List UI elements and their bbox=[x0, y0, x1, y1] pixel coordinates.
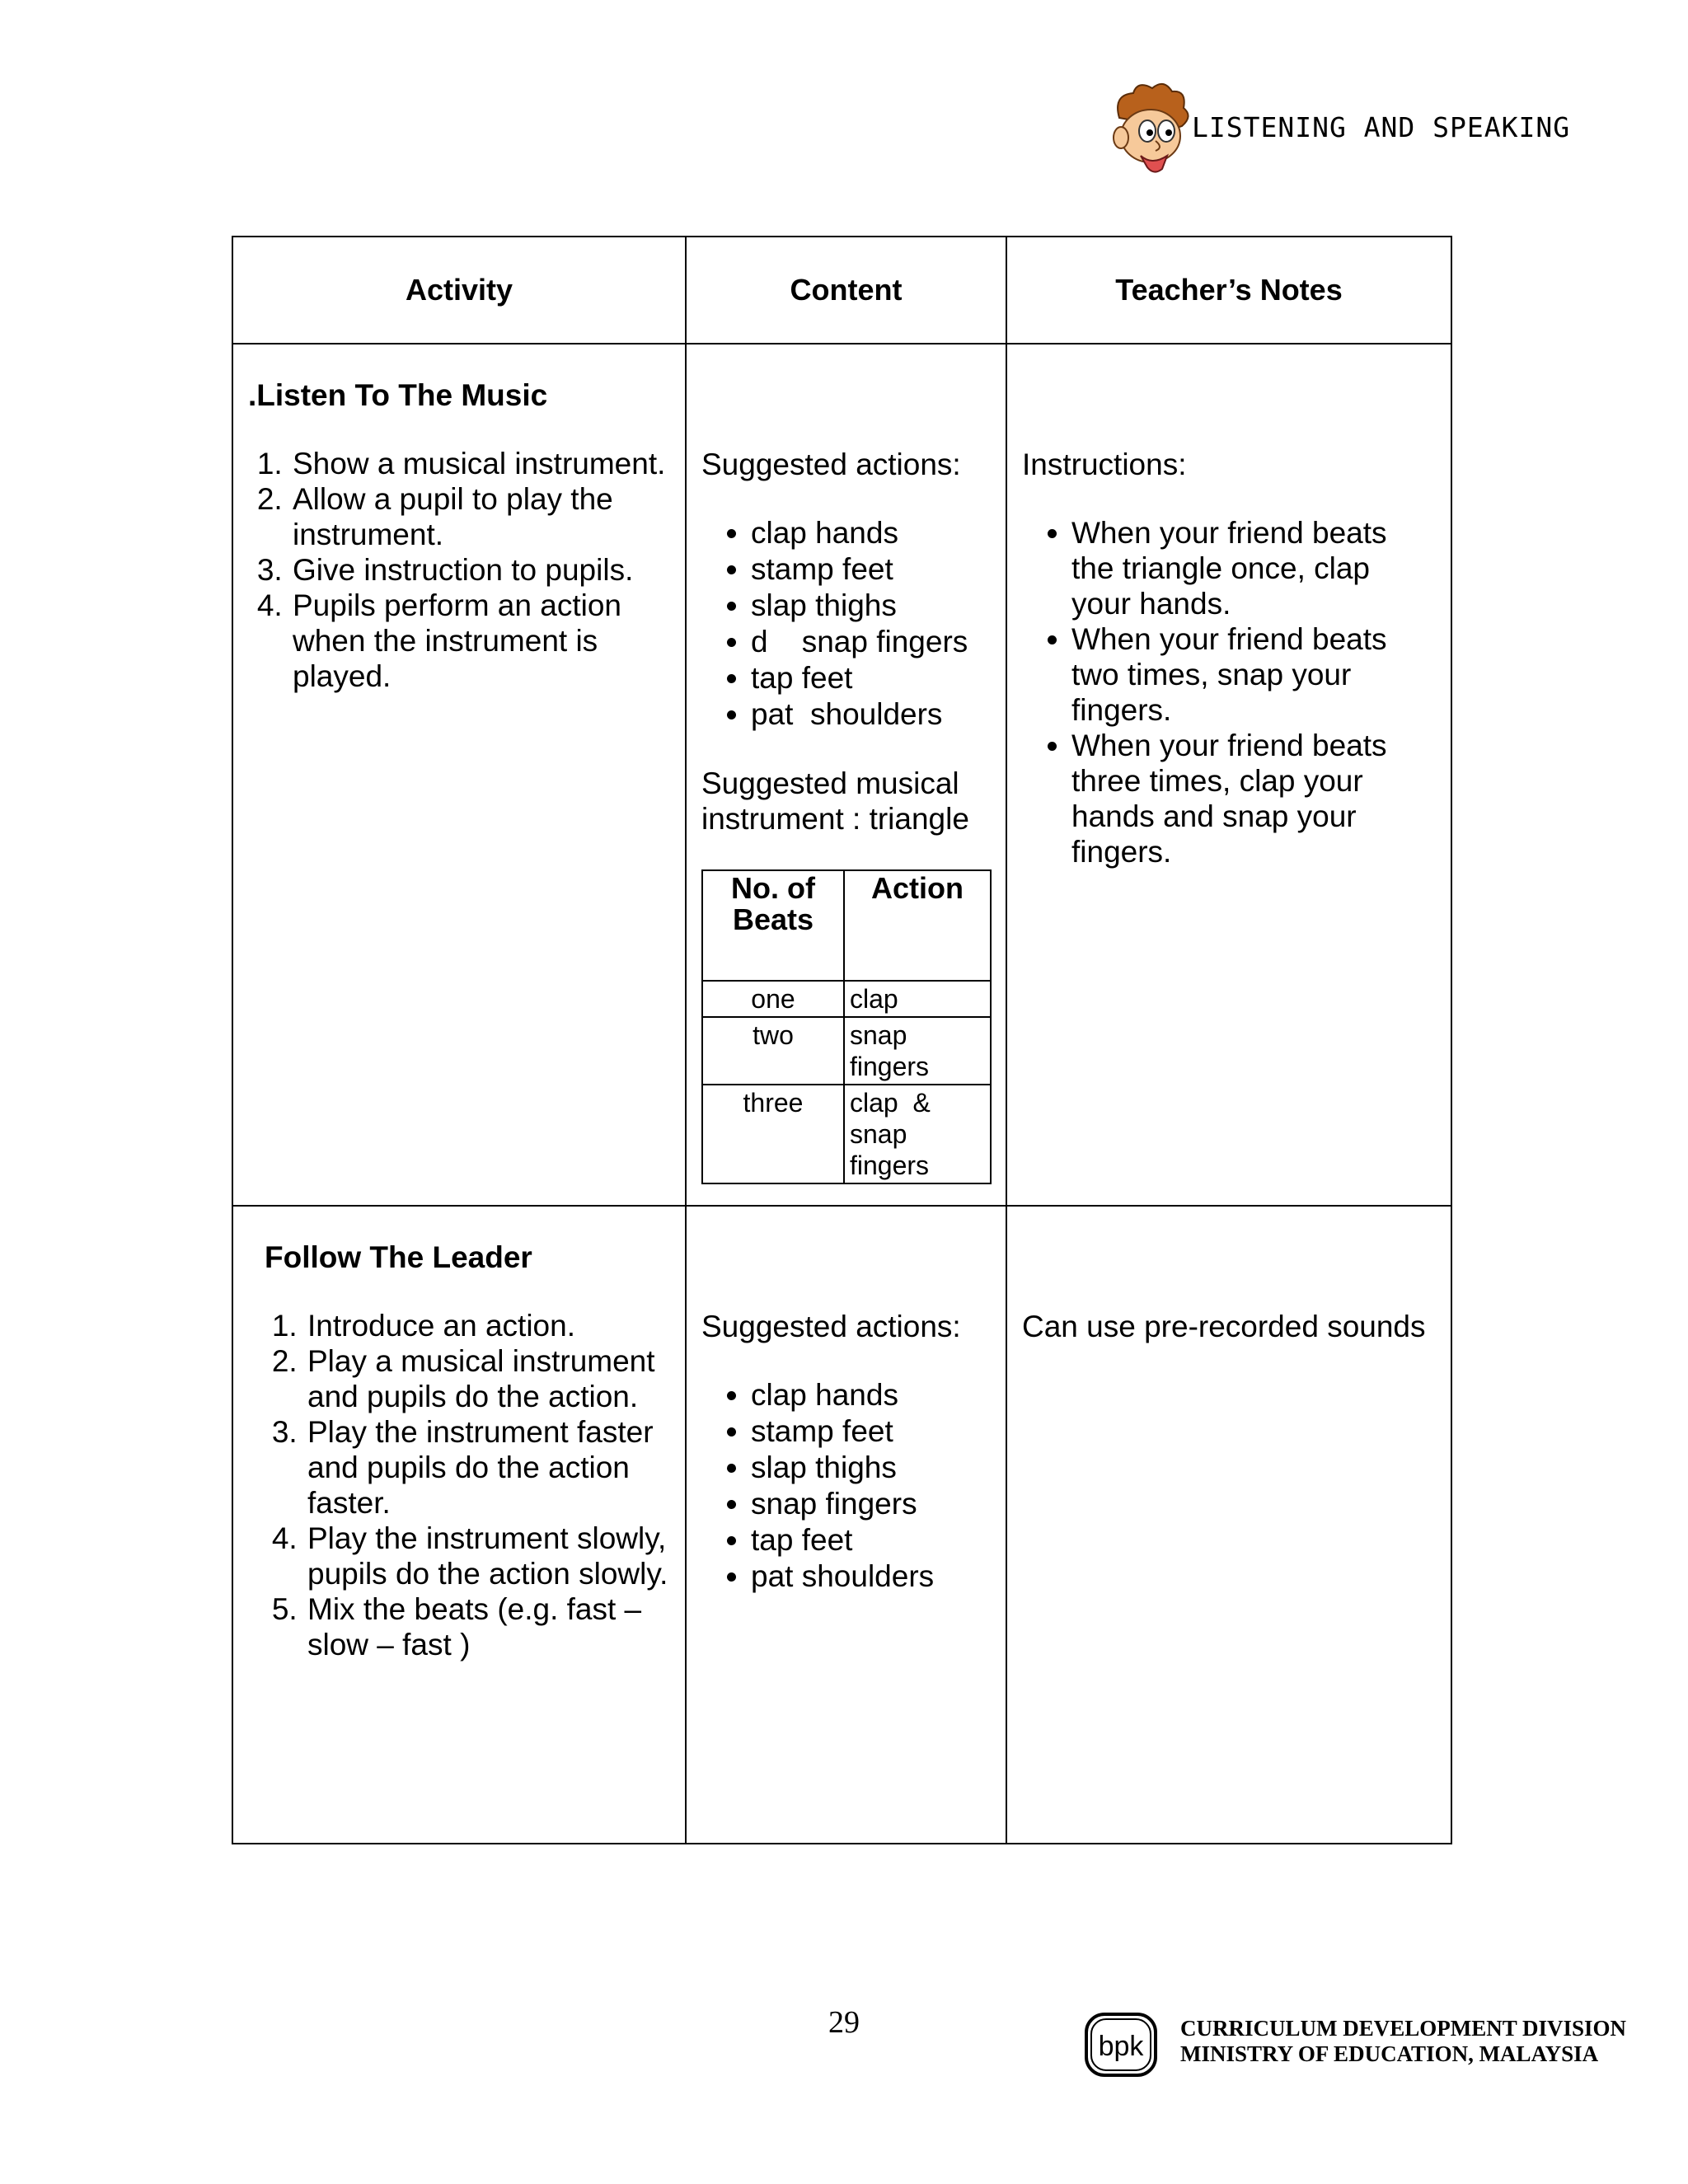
list-item: • stamp feet bbox=[751, 1413, 991, 1450]
page-number: 29 bbox=[828, 2005, 860, 2040]
logo-text: bpk bbox=[1098, 2031, 1144, 2062]
beats-count: one bbox=[702, 981, 844, 1017]
lesson-table bbox=[232, 236, 1452, 1844]
list-item: 2. Play a musical instrument and pupils do the action. bbox=[306, 1343, 670, 1414]
list-item: • When your friend beats the triangle once, clap your hands. bbox=[1071, 515, 1436, 621]
notes-cell bbox=[1006, 1206, 1451, 1844]
list-item: 4. Pupils perform an action when the instrument is played. bbox=[291, 588, 670, 694]
list-item: • stamp feet bbox=[751, 551, 991, 588]
beats-count: two bbox=[702, 1017, 844, 1085]
notes-cell bbox=[1006, 344, 1451, 1206]
suggested-actions-list bbox=[701, 1377, 991, 1595]
beats-header-action: Action bbox=[844, 870, 991, 981]
list-item: • tap feet bbox=[751, 1522, 991, 1558]
beats-table bbox=[701, 869, 992, 1184]
list-item: 3. Give instruction to pupils. bbox=[291, 552, 670, 588]
list-item: • snap fingers bbox=[751, 1486, 991, 1522]
cartoon-boy-face-icon bbox=[1104, 78, 1195, 177]
list-item: • slap thighs bbox=[751, 588, 991, 624]
instrument-text: Suggested musical instrument : triangle bbox=[701, 766, 969, 836]
content-cell bbox=[686, 344, 1006, 1206]
org-line-2: MINISTRY OF EDUCATION, MALAYSIA bbox=[1180, 2041, 1599, 2066]
list-item: 3. Play the instrument faster and pupils do the action faster. bbox=[306, 1414, 670, 1521]
activity-steps bbox=[248, 446, 670, 694]
list-item: • When your friend beats two times, snap your fingers. bbox=[1071, 621, 1436, 728]
activity-title: Follow The Leader bbox=[265, 1240, 532, 1274]
list-item: • slap thighs bbox=[751, 1450, 991, 1486]
list-item: • clap hands bbox=[751, 1377, 991, 1413]
organization-block bbox=[1180, 2016, 1626, 2067]
content-heading: Suggested actions: bbox=[701, 1310, 961, 1343]
activity-title: .Listen To The Music bbox=[248, 378, 548, 412]
beats-action: clap & snap fingers bbox=[844, 1085, 991, 1183]
beats-count: three bbox=[702, 1085, 844, 1183]
beats-header-row bbox=[702, 870, 991, 981]
list-item: • When your friend beats three times, clap your hands and snap your fingers. bbox=[1071, 728, 1436, 869]
table-row bbox=[702, 1017, 991, 1085]
list-item: 1. Introduce an action. bbox=[306, 1308, 670, 1343]
content-cell bbox=[686, 1206, 1006, 1844]
list-item: 5. Mix the beats (e.g. fast – slow – fast ) bbox=[306, 1591, 670, 1662]
table-row bbox=[232, 1206, 1451, 1844]
beats-action: clap bbox=[844, 981, 991, 1017]
activity-cell bbox=[232, 344, 686, 1206]
table-row bbox=[232, 344, 1451, 1206]
column-header-content: Content bbox=[686, 237, 1006, 344]
list-item: 1. Show a musical instrument. bbox=[291, 446, 670, 481]
list-item: • tap feet bbox=[751, 660, 991, 696]
suggested-actions-list bbox=[701, 515, 991, 733]
notes-heading: Instructions: bbox=[1022, 448, 1187, 481]
table-header-row bbox=[232, 237, 1451, 344]
column-header-teachers-notes: Teacher’s Notes bbox=[1006, 237, 1451, 344]
section-title: LISTENING AND SPEAKING bbox=[1192, 111, 1571, 143]
list-item: 4. Play the instrument slowly, pupils do the action slowly. bbox=[306, 1521, 670, 1591]
bpk-logo-icon bbox=[1083, 2011, 1159, 2079]
content-heading: Suggested actions: bbox=[701, 448, 961, 481]
column-header-activity: Activity bbox=[232, 237, 686, 344]
table-row bbox=[702, 1085, 991, 1183]
notes-text: Can use pre-recorded sounds bbox=[1022, 1310, 1426, 1343]
beats-action: snap fingers bbox=[844, 1017, 991, 1085]
list-item: • pat shoulders bbox=[751, 696, 991, 733]
activity-steps bbox=[265, 1308, 670, 1662]
table-row bbox=[702, 981, 991, 1017]
notes-list bbox=[1022, 515, 1436, 869]
beats-header-count: No. of Beats bbox=[702, 870, 844, 981]
list-item: • clap hands bbox=[751, 515, 991, 551]
list-item: 2. Allow a pupil to play the instrument. bbox=[291, 481, 670, 552]
list-item: • pat shoulders bbox=[751, 1558, 991, 1595]
list-item: • d snap fingers bbox=[751, 624, 991, 660]
org-line-1: CURRICULUM DEVELOPMENT DIVISION bbox=[1180, 2016, 1627, 2041]
activity-cell bbox=[232, 1206, 686, 1844]
